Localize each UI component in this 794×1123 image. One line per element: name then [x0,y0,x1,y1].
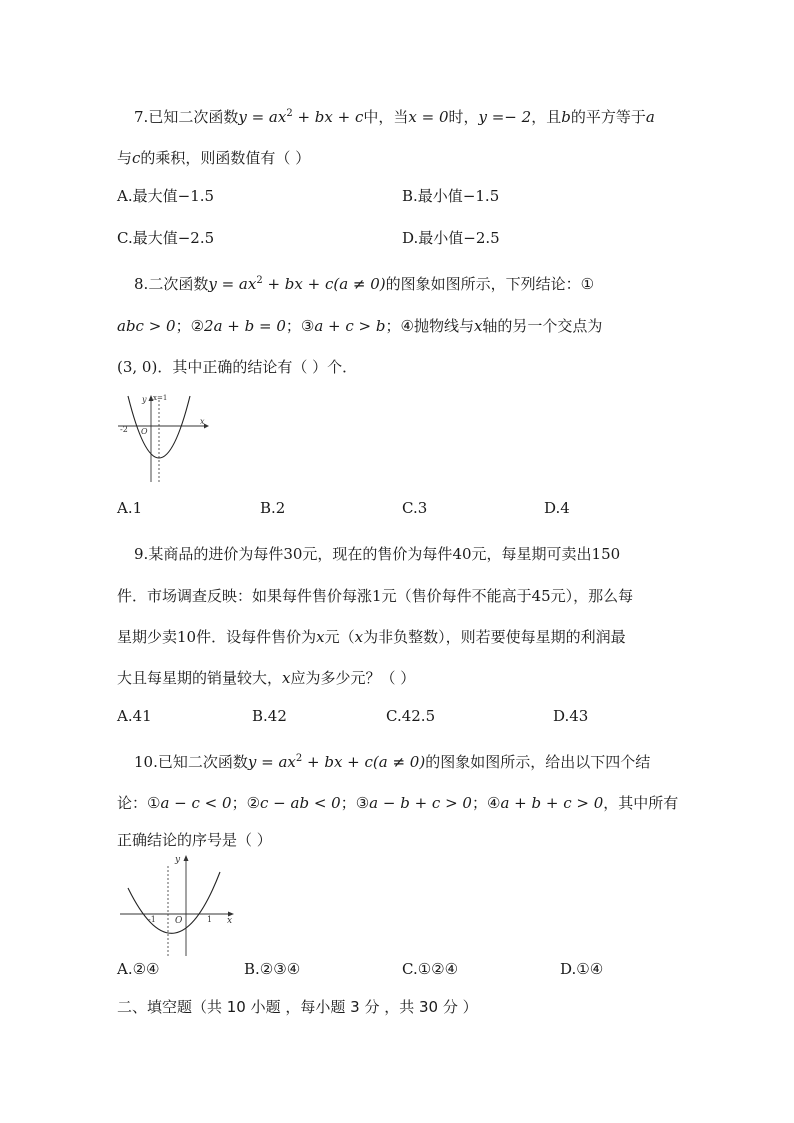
option-label: A. [117,499,133,517]
q10-option-a[interactable] [117,958,160,980]
q10-text: 论：① [117,794,161,812]
option-label: D. [402,229,419,247]
q9-option-d[interactable] [553,705,588,727]
q10-line-3 [117,829,272,851]
q8-x-arrow [204,424,209,429]
q9-var-x: x [354,628,364,646]
q10-statement-2: c − ab < 0 [260,794,341,812]
q10-parabola [128,872,220,933]
option-text: ①④ [576,960,604,978]
option-text: 42.5 [401,707,436,725]
q9-var-x: x [316,628,325,646]
q8-number: 8. [134,275,149,293]
q8-formula-tail: + bx + c(a ≠ 0) [262,275,386,293]
q10-line-2 [117,792,678,814]
q9-text: 件．设每件售价为 [196,628,317,646]
option-label: B. [402,187,418,205]
q10-y-arrow [184,855,189,861]
q8-graph-origin: O [141,427,148,436]
q9-line-4 [117,667,415,689]
option-text: 最大值 [132,229,178,247]
q8-exponent: 2 [256,275,263,286]
q10-text: 已知二次函数 [157,753,248,771]
q9-option-c[interactable] [386,705,435,727]
option-value: −1.5 [462,187,500,205]
q8-text: ；④抛物线与 [385,317,474,335]
q7-var-b: b [561,108,571,126]
q9-line-1 [134,543,620,565]
option-label: D. [560,960,577,978]
q10-text: 的图象如图所示，给出以下四个结 [425,753,651,771]
q8-statement-1: abc > 0 [117,317,176,335]
q9-price: 40 [452,545,472,563]
q9-text: 大且每星期的销量较大， [117,669,283,687]
q8-point: (3, 0) [117,358,158,376]
q8-var-x: x [473,317,483,335]
q10-option-c[interactable] [402,958,458,980]
q7-text: 时， [448,108,479,126]
q8-line-3 [117,356,357,378]
option-text: 1 [132,499,143,517]
q8-option-b[interactable] [260,497,285,519]
q8-graph-x-label: x [200,417,205,426]
q7-text: 的乘积，则函数值有（ ） [140,149,311,167]
q7-var-c: c [132,149,141,167]
q10-graph-y-label: y [175,855,181,865]
q10-line-1 [134,751,650,773]
q7-text: 已知二次函数 [148,108,239,126]
q8-statement-2: 2a + b = 0 [204,317,286,335]
q7-condition-x: x = 0 [408,108,449,126]
q10-graph-origin: O [175,916,183,926]
q10-text: ，其中所有 [603,794,679,812]
q8-option-c[interactable] [402,497,427,519]
q7-exponent: 2 [286,108,293,119]
q10-text: 正确结论的序号是（ ） [117,831,272,849]
option-text: ①②④ [417,960,459,978]
option-label: A. [117,187,133,205]
option-text: 最小值 [418,229,464,247]
option-label: B. [244,960,260,978]
q7-number: 7. [134,108,149,126]
q7-text: 中，当 [363,108,409,126]
q7-option-d[interactable] [402,227,500,249]
q8-formula: y = ax [208,275,257,293]
q8-option-d[interactable] [544,497,570,519]
q10-text: ；② [231,794,261,812]
q10-formula: y = ax [247,753,296,771]
q9-text: 元，每星期可卖出 [471,545,592,563]
q9-text: 元，现在的售价为每件 [302,545,453,563]
q9-option-a[interactable] [117,705,152,727]
option-label: C. [386,707,402,725]
q10-parabola-graph [116,852,238,960]
q9-text: 星期少卖 [117,628,178,646]
option-value: −2.5 [177,229,215,247]
option-text: 42 [267,707,287,725]
q10-text: ；④ [471,794,501,812]
option-label: A. [117,707,133,725]
option-label: C. [117,229,133,247]
q9-quantity: 150 [591,545,621,563]
q10-statement-1: a − c < 0 [160,794,232,812]
option-label: D. [553,707,570,725]
q8-line-1 [134,273,594,295]
q8-text: 的图象如图所示，下列结论：① [385,275,595,293]
q9-var-x: x [282,669,291,687]
q8-text: 轴的另一个交点为 [482,317,603,335]
option-text: 4 [560,499,570,517]
q7-condition-y: y =− 2 [478,108,532,126]
q8-graph-axis-line-label: x=1 [153,394,168,402]
q10-number: 10. [134,753,158,771]
option-label: C. [402,960,418,978]
q10-graph-pos-label: 1 [207,915,213,924]
q7-option-a[interactable] [117,185,214,207]
q9-max-price: 45 [531,587,551,605]
option-label: D. [544,499,561,517]
q7-line-1 [134,106,655,128]
q9-option-b[interactable] [252,705,287,727]
q9-increment: 1 [372,587,382,605]
q9-text: 元），那么每 [550,587,634,605]
q7-text: 与 [117,149,133,167]
q9-text: 件．市场调查反映：如果每件售价每涨 [117,587,373,605]
option-text: ②④ [132,960,160,978]
q9-number: 9. [134,545,149,563]
q8-graph-neg-label: -2 [120,425,128,434]
q8-text: ；② [175,317,205,335]
option-value: −1.5 [177,187,215,205]
q10-statement-3: a − b + c > 0 [369,794,472,812]
q8-parabola-graph [116,392,212,486]
q8-line-2 [117,315,602,337]
q10-statement-4: a + b + c > 0 [500,794,604,812]
q10-graph-x-label: x [227,916,233,926]
option-text: 41 [132,707,152,725]
option-text: 最大值 [132,187,178,205]
q7-line-2 [117,147,310,169]
q8-option-a[interactable] [117,497,142,519]
option-text: ②③④ [259,960,301,978]
q7-option-b[interactable] [402,185,499,207]
q7-formula-tail: + bx + c [292,108,364,126]
option-text: 最小值 [417,187,463,205]
q9-decrease: 10 [177,628,197,646]
q7-text: ，且 [531,108,562,126]
q7-formula: y = ax [238,108,287,126]
q9-line-3 [117,626,626,648]
option-label: A. [117,960,133,978]
q10-formula-tail: + bx + c(a ≠ 0) [302,753,426,771]
q7-option-c[interactable] [117,227,214,249]
q10-option-b[interactable] [244,958,300,980]
option-label: B. [260,499,276,517]
option-label: B. [252,707,268,725]
q10-text: ；③ [340,794,370,812]
option-text: 3 [417,499,428,517]
q9-text: 应为多少元？（ ） [290,669,416,687]
q9-text: 为非负整数），则若要使每星期的利润最 [363,628,626,646]
q7-text: 的平方等于 [570,108,646,126]
section-2-heading: 二、填空题（共 10 小题 ，每小题 3 分 ，共 30 分 ） [117,998,478,1016]
option-label: C. [402,499,418,517]
q9-text: 元（ [324,628,355,646]
q9-line-2 [117,585,633,607]
q10-exponent: 2 [295,753,303,764]
option-text: 2 [275,499,286,517]
q10-option-d[interactable] [560,958,603,980]
q7-var-a: a [645,108,655,126]
q9-text: 某商品的进价为每件 [148,545,284,563]
q8-text: ．其中正确的结论有（ ）个． [157,358,358,376]
q8-statement-3: a + c > b [314,317,386,335]
q10-graph-neg-label: -1 [148,915,156,924]
q8-graph-y-label: y [142,395,147,404]
option-value: −2.5 [463,229,500,247]
q8-text: ；③ [285,317,315,335]
option-text: 43 [569,707,589,725]
q9-text: 元（售价每件不能高于 [381,587,532,605]
q9-cost: 30 [283,545,303,563]
q8-text: 二次函数 [148,275,209,293]
